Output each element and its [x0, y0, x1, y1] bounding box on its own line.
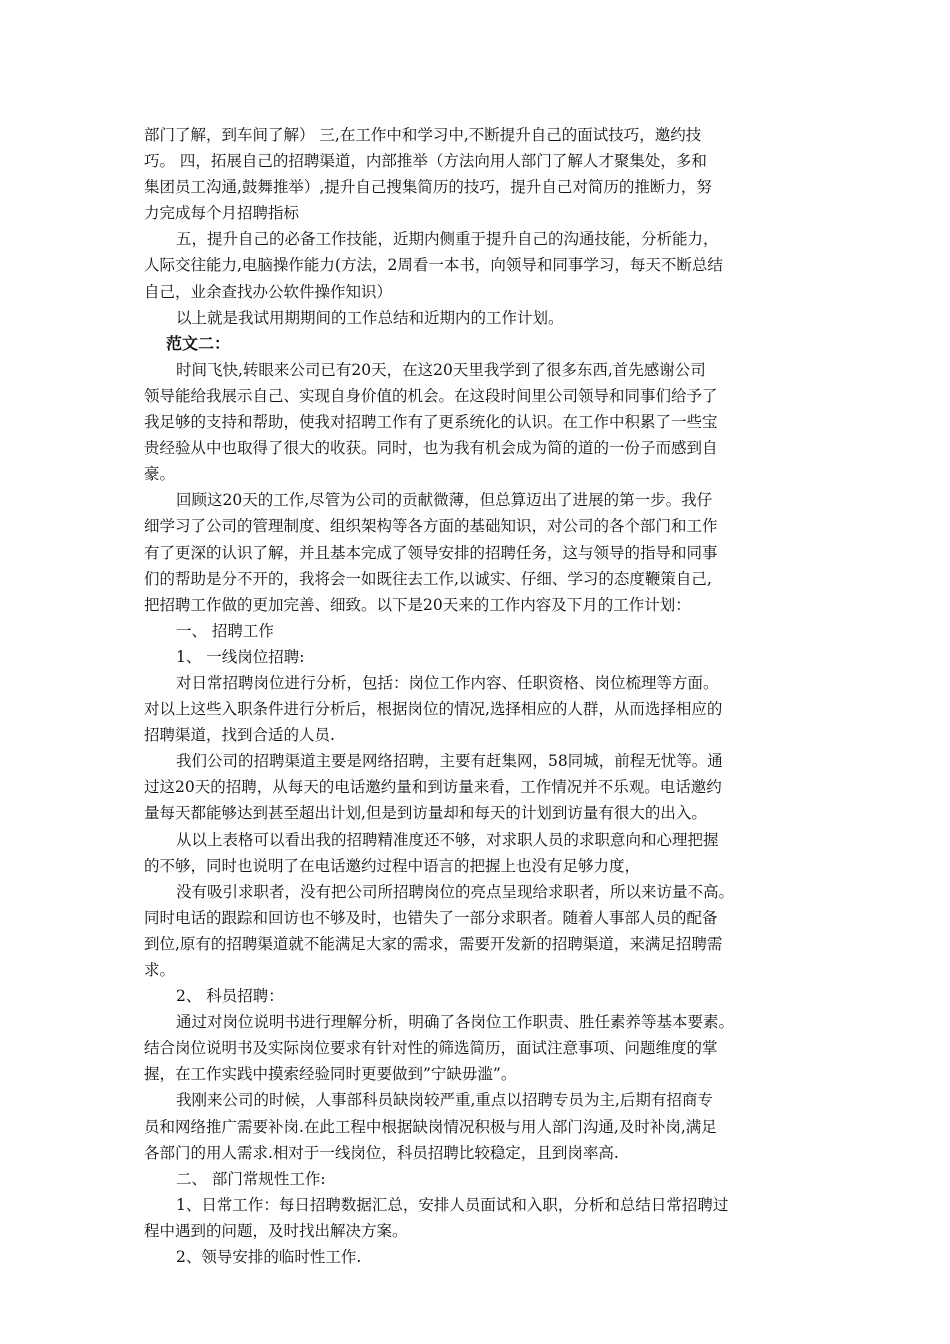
text-line: 巧。 四，拓展自己的招聘渠道，内部推举（方法向用人部门了解人才聚集处，多和: [144, 152, 707, 171]
text-line: 贵经验从中也取得了很大的收获。同时，也为我有机会成为简的道的一份子而感到自: [144, 439, 718, 458]
text-line: 豪。: [144, 465, 176, 484]
text-line: 时间飞快,转眼来公司已有20天，在这20天里我学到了很多东西,首先感谢公司: [176, 360, 706, 379]
text-line: 对以上这些入职条件进行分析后，根据岗位的情况,选择相应的人群，从而选择相应的: [144, 700, 723, 719]
text-line: 到位,原有的招聘渠道就不能满足大家的需求，需要开发新的招聘渠道，来满足招聘需: [144, 934, 723, 953]
text-line: 对日常招聘岗位进行分析，包括：岗位工作内容、任职资格、岗位梳理等方面。: [176, 673, 719, 692]
text-line: 五，提升自己的必备工作技能，近期内侧重于提升自己的沟通技能，分析能力，: [176, 230, 719, 249]
text-line: 1、日常工作：每日招聘数据汇总，安排人员面试和入职，分析和总结日常招聘过: [176, 1195, 729, 1214]
text-line: 一、 招聘工作: [176, 621, 274, 640]
text-line: 同时电话的跟踪和回访也不够及时，也错失了一部分求职者。随着人事部人员的配备: [144, 908, 718, 927]
text-line: 求。: [144, 961, 176, 979]
text-line: 程中遇到的问题，及时找出解决方案。: [144, 1221, 408, 1240]
text-line: 力完成每个月招聘指标: [144, 204, 300, 223]
text-line: 自己，业余查找办公软件操作知识）: [144, 282, 393, 301]
text-line: 1、 一线岗位招聘:: [176, 647, 305, 666]
text-line: 回顾这20天的工作,尽管为公司的贡献微薄，但总算迈出了进展的第一步。我仔: [176, 491, 713, 510]
text-line: 们的帮助是分不开的，我将会一如既往去工作,以诚实、仔细、学习的态度鞭策自己,: [144, 569, 712, 588]
text-line: 领导能给我展示自己、实现自身价值的机会。在这段时间里公司领导和同事们给予了: [144, 386, 718, 405]
section-heading: 范文二：: [166, 333, 231, 353]
text-line: 有了更深的认识了解，并且基本完成了领导安排的招聘任务，这与领导的指导和同事: [144, 543, 718, 562]
text-line: 通过对岗位说明书进行理解分析，明确了各岗位工作职责、胜任素养等基本要素。: [176, 1013, 735, 1032]
text-line: 我们公司的招聘渠道主要是网络招聘，主要有赶集网，58同城，前程无忧等。通: [176, 752, 723, 771]
text-line: 2、领导安排的临时性工作.: [176, 1248, 362, 1267]
text-line: 二、 部门常规性工作:: [176, 1169, 326, 1188]
text-line: 握，在工作实践中摸索经验同时更要做到”宁缺毋滥”。: [144, 1065, 517, 1084]
text-line: 的不够，同时也说明了在电话邀约过程中语言的把握上也没有足够力度，: [144, 856, 641, 875]
text-line: 没有吸引求职者，没有把公司所招聘岗位的亮点呈现给求职者，所以来访量不高。: [176, 882, 735, 901]
text-line: 集团员工沟通,鼓舞推举）,提升自己搜集简历的技巧，提升自己对简历的推断力，努: [144, 178, 712, 197]
text-line: 结合岗位说明书及实际岗位要求有针对性的筛选简历，面试注意事项、问题维度的掌: [144, 1039, 718, 1058]
text-line: 量每天都能够达到甚至超出计划,但是到访量却和每天的计划到访量有很大的出入。: [144, 804, 707, 823]
text-line: 以上就是我试用期期间的工作总结和近期内的工作计划。: [176, 308, 564, 327]
text-line: 员和网络推广需要补岗.在此工程中根据缺岗情况积极与用人部门沟通,及时补岗,满足: [144, 1117, 717, 1136]
text-line: 从以上表格可以看出我的招聘精准度还不够，对求职人员的求职意向和心理把握: [176, 830, 719, 849]
text-line: 我刚来公司的时候，人事部科员缺岗较严重,重点以招聘专员为主,后期有招商专: [176, 1091, 713, 1110]
text-line: 招聘渠道，找到合适的人员.: [144, 726, 335, 745]
text-line: 人际交往能力,电脑操作能力(方法，2周看一本书，向领导和同事学习，每天不断总结: [144, 256, 723, 275]
document-body: [144, 122, 810, 1270]
text-line: 部门了解，到车间了解） 三,在工作中和学习中,不断提升自己的面试技巧，邀约技: [144, 126, 702, 144]
text-line: 2、 科员招聘：: [176, 987, 284, 1006]
text-line: 过这20天的招聘，从每天的电话邀约量和到访量来看，工作情况并不乐观。电话邀约: [144, 778, 722, 797]
text-line: 我足够的支持和帮助，使我对招聘工作有了更系统化的认识。在工作中积累了一些宝: [144, 413, 718, 432]
text-line: 细学习了公司的管理制度、组织架构等各方面的基础知识，对公司的各个部门和工作: [144, 517, 718, 536]
text-line: 把招聘工作做的更加完善、细致。以下是20天来的工作内容及下月的工作计划：: [144, 595, 691, 614]
text-line: 各部门的用人需求.相对于一线岗位，科员招聘比较稳定，且到岗率高.: [144, 1143, 619, 1162]
